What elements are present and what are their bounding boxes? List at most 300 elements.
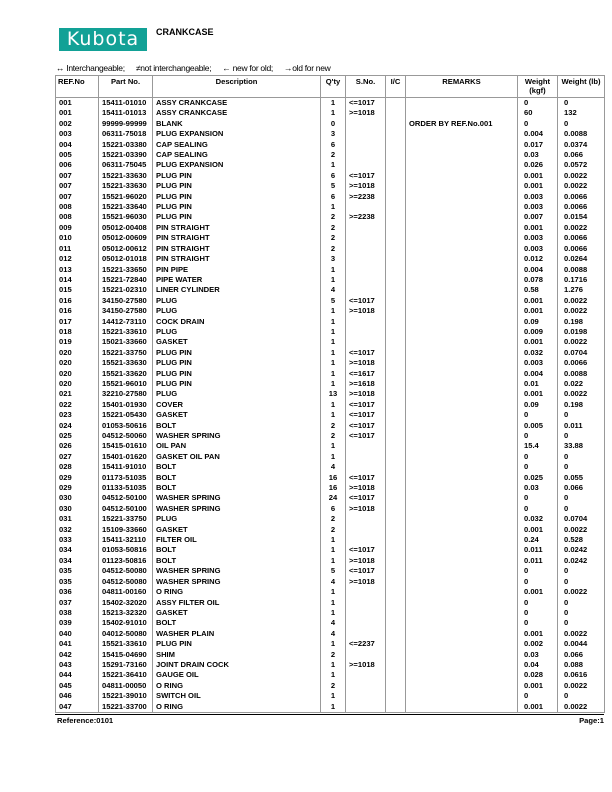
- cell-remarks: [406, 525, 518, 535]
- cell-ref-no: 034: [56, 556, 99, 566]
- cell-remarks: [406, 639, 518, 649]
- cell-weight-kgf: 0.001: [518, 223, 558, 233]
- cell-qty: 4: [321, 462, 346, 472]
- cell-weight-lb: 0.055: [558, 473, 605, 483]
- cell-ic: [386, 358, 406, 368]
- cell-weight-lb: 0.0154: [558, 212, 605, 222]
- cell-ic: [386, 254, 406, 264]
- cell-ic: [386, 452, 406, 462]
- cell-ic: [386, 275, 406, 285]
- cell-part-no: 15221-33650: [99, 265, 153, 275]
- cell-weight-lb: 0: [558, 431, 605, 441]
- table-row: [56, 587, 605, 597]
- cell-description: LINER CYLINDER: [153, 285, 321, 295]
- table-row: [56, 192, 605, 202]
- cell-qty: 2: [321, 421, 346, 431]
- cell-description: PLUG PIN: [153, 212, 321, 222]
- cell-weight-lb: 0: [558, 410, 605, 420]
- cell-qty: 13: [321, 389, 346, 399]
- cell-description: COVER: [153, 400, 321, 410]
- table-row: [56, 98, 605, 109]
- cell-description: BOLT: [153, 462, 321, 472]
- cell-ref-no: 030: [56, 493, 99, 503]
- cell-ic: [386, 691, 406, 701]
- cell-remarks: [406, 514, 518, 524]
- cell-qty: 1: [321, 265, 346, 275]
- cell-weight-lb: 33.88: [558, 441, 605, 451]
- table-row: [56, 556, 605, 566]
- kubota-logo: Kubota: [59, 28, 147, 51]
- cell-ref-no: 029: [56, 483, 99, 493]
- cell-serial-no: [346, 670, 386, 680]
- cell-part-no: 15521-96010: [99, 379, 153, 389]
- table-row: [56, 369, 605, 379]
- cell-serial-no: >=1018: [346, 660, 386, 670]
- cell-weight-lb: 0.0066: [558, 192, 605, 202]
- cell-ref-no: 009: [56, 223, 99, 233]
- table-row: [56, 431, 605, 441]
- cell-weight-lb: 0.0572: [558, 160, 605, 170]
- cell-weight-kgf: 0.004: [518, 369, 558, 379]
- cell-ic: [386, 150, 406, 160]
- cell-serial-no: <=1017: [346, 421, 386, 431]
- cell-qty: 16: [321, 473, 346, 483]
- cell-description: PLUG PIN: [153, 369, 321, 379]
- cell-remarks: [406, 212, 518, 222]
- cell-part-no: 04512-50100: [99, 504, 153, 514]
- cell-description: WASHER SPRING: [153, 504, 321, 514]
- cell-ic: [386, 296, 406, 306]
- cell-qty: 2: [321, 244, 346, 254]
- cell-qty: 1: [321, 202, 346, 212]
- cell-qty: 1: [321, 598, 346, 608]
- cell-qty: 1: [321, 306, 346, 316]
- cell-qty: 2: [321, 431, 346, 441]
- cell-remarks: [406, 327, 518, 337]
- cell-weight-kgf: 0: [518, 566, 558, 576]
- cell-part-no: 15415-01610: [99, 441, 153, 451]
- cell-description: PLUG PIN: [153, 171, 321, 181]
- cell-ic: [386, 681, 406, 691]
- cell-part-no: 15221-03390: [99, 150, 153, 160]
- reference-label: Reference:0101: [57, 715, 114, 725]
- table-row: [56, 233, 605, 243]
- cell-qty: 5: [321, 566, 346, 576]
- table-row: [56, 358, 605, 368]
- cell-qty: 3: [321, 129, 346, 139]
- cell-description: O RING: [153, 681, 321, 691]
- cell-ref-no: 003: [56, 129, 99, 139]
- cell-weight-kgf: 0.032: [518, 514, 558, 524]
- cell-remarks: [406, 702, 518, 713]
- cell-description: PLUG PIN: [153, 639, 321, 649]
- cell-weight-lb: 0: [558, 577, 605, 587]
- cell-ref-no: 024: [56, 421, 99, 431]
- cell-weight-lb: 0.1716: [558, 275, 605, 285]
- cell-part-no: 15521-96020: [99, 192, 153, 202]
- cell-weight-kgf: 0.001: [518, 181, 558, 191]
- cell-qty: 1: [321, 379, 346, 389]
- cell-weight-lb: 0.0022: [558, 181, 605, 191]
- cell-serial-no: <=1017: [346, 545, 386, 555]
- table-row: [56, 244, 605, 254]
- cell-weight-kgf: 0.001: [518, 171, 558, 181]
- cell-ic: [386, 327, 406, 337]
- cell-weight-lb: 0.198: [558, 400, 605, 410]
- cell-weight-lb: 0: [558, 119, 605, 129]
- cell-part-no: 15221-33630: [99, 181, 153, 191]
- cell-qty: 2: [321, 525, 346, 535]
- col-description: Description: [153, 76, 321, 98]
- cell-weight-kgf: 0: [518, 410, 558, 420]
- cell-qty: 5: [321, 181, 346, 191]
- cell-remarks: [406, 275, 518, 285]
- cell-weight-kgf: 60: [518, 108, 558, 118]
- cell-remarks: [406, 202, 518, 212]
- cell-remarks: [406, 473, 518, 483]
- cell-ref-no: 021: [56, 389, 99, 399]
- cell-qty: 0: [321, 119, 346, 129]
- cell-serial-no: [346, 150, 386, 160]
- table-row: [56, 400, 605, 410]
- cell-remarks: [406, 598, 518, 608]
- cell-part-no: 05012-00612: [99, 244, 153, 254]
- cell-weight-kgf: 0.002: [518, 639, 558, 649]
- cell-weight-kgf: 0: [518, 691, 558, 701]
- cell-description: WASHER PLAIN: [153, 629, 321, 639]
- cell-part-no: 15221-33750: [99, 348, 153, 358]
- cell-weight-kgf: 0.025: [518, 473, 558, 483]
- cell-part-no: 01123-50816: [99, 556, 153, 566]
- cell-serial-no: <=1017: [346, 431, 386, 441]
- cell-ref-no: 038: [56, 608, 99, 618]
- cell-part-no: 15109-33660: [99, 525, 153, 535]
- table-row: [56, 348, 605, 358]
- cell-part-no: 05012-00609: [99, 233, 153, 243]
- cell-ic: [386, 98, 406, 109]
- cell-ref-no: 028: [56, 462, 99, 472]
- page-title: CRANKCASE: [156, 27, 214, 37]
- cell-serial-no: >=1618: [346, 379, 386, 389]
- cell-serial-no: [346, 140, 386, 150]
- cell-ref-no: 012: [56, 254, 99, 264]
- cell-qty: 1: [321, 369, 346, 379]
- cell-qty: 1: [321, 639, 346, 649]
- table-row: [56, 660, 605, 670]
- cell-description: GASKET: [153, 410, 321, 420]
- cell-qty: 1: [321, 452, 346, 462]
- cell-description: BOLT: [153, 473, 321, 483]
- table-row: [56, 629, 605, 639]
- legend-interchangeable: ↔ Interchangeable;: [56, 63, 125, 73]
- cell-description: GASKET: [153, 525, 321, 535]
- cell-description: PLUG: [153, 389, 321, 399]
- cell-qty: 4: [321, 618, 346, 628]
- cell-ic: [386, 566, 406, 576]
- cell-qty: 4: [321, 577, 346, 587]
- cell-remarks: [406, 171, 518, 181]
- cell-ref-no: 027: [56, 452, 99, 462]
- cell-part-no: 14412-73110: [99, 317, 153, 327]
- cell-ref-no: 020: [56, 358, 99, 368]
- cell-qty: 1: [321, 348, 346, 358]
- cell-weight-kgf: 0.001: [518, 587, 558, 597]
- cell-part-no: 01053-50616: [99, 421, 153, 431]
- cell-qty: 1: [321, 441, 346, 451]
- cell-remarks: [406, 452, 518, 462]
- cell-qty: 1: [321, 691, 346, 701]
- cell-description: JOINT DRAIN COCK: [153, 660, 321, 670]
- cell-part-no: 15221-02310: [99, 285, 153, 295]
- cell-part-no: 06311-75018: [99, 129, 153, 139]
- table-row: [56, 545, 605, 555]
- table-row: [56, 504, 605, 514]
- cell-qty: 1: [321, 358, 346, 368]
- cell-serial-no: >=1018: [346, 358, 386, 368]
- cell-ref-no: 045: [56, 681, 99, 691]
- cell-weight-kgf: 0.001: [518, 629, 558, 639]
- cell-weight-kgf: 0: [518, 493, 558, 503]
- cell-description: O RING: [153, 587, 321, 597]
- cell-weight-lb: 0: [558, 618, 605, 628]
- cell-remarks: [406, 493, 518, 503]
- cell-part-no: 15221-33750: [99, 514, 153, 524]
- cell-part-no: 04811-00160: [99, 587, 153, 597]
- table-row: [56, 702, 605, 713]
- cell-part-no: 15521-33630: [99, 358, 153, 368]
- cell-description: PIN STRAIGHT: [153, 244, 321, 254]
- cell-description: BOLT: [153, 556, 321, 566]
- cell-description: PLUG PIN: [153, 181, 321, 191]
- cell-qty: 1: [321, 670, 346, 680]
- table-row: [56, 514, 605, 524]
- cell-weight-lb: 0: [558, 608, 605, 618]
- cell-remarks: [406, 223, 518, 233]
- page-number: Page:1: [579, 715, 604, 725]
- cell-ref-no: 016: [56, 306, 99, 316]
- cell-serial-no: [346, 535, 386, 545]
- cell-remarks: [406, 337, 518, 347]
- cell-part-no: 05012-01018: [99, 254, 153, 264]
- cell-ic: [386, 577, 406, 587]
- cell-ic: [386, 265, 406, 275]
- cell-weight-kgf: 0.01: [518, 379, 558, 389]
- table-row: [56, 452, 605, 462]
- cell-ic: [386, 462, 406, 472]
- cell-serial-no: [346, 129, 386, 139]
- cell-weight-kgf: 0.001: [518, 306, 558, 316]
- cell-remarks: [406, 358, 518, 368]
- cell-serial-no: <=1017: [346, 98, 386, 109]
- cell-serial-no: <=1017: [346, 410, 386, 420]
- cell-serial-no: >=2238: [346, 212, 386, 222]
- cell-weight-lb: 0.0242: [558, 556, 605, 566]
- cell-description: O RING: [153, 702, 321, 713]
- cell-remarks: [406, 441, 518, 451]
- col-qty: Q'ty: [321, 76, 346, 98]
- cell-part-no: 15521-33610: [99, 639, 153, 649]
- cell-weight-lb: 0.0066: [558, 202, 605, 212]
- cell-description: PIN PIPE: [153, 265, 321, 275]
- cell-weight-lb: 0.0066: [558, 233, 605, 243]
- cell-qty: 3: [321, 254, 346, 264]
- cell-weight-lb: 0.0044: [558, 639, 605, 649]
- cell-remarks: [406, 389, 518, 399]
- cell-ic: [386, 202, 406, 212]
- cell-ref-no: 017: [56, 317, 99, 327]
- cell-remarks: [406, 160, 518, 170]
- cell-serial-no: >=2238: [346, 192, 386, 202]
- cell-weight-kgf: 0.078: [518, 275, 558, 285]
- col-weight-kgf: Weight (kgf): [518, 76, 558, 98]
- cell-serial-no: [346, 452, 386, 462]
- cell-remarks: [406, 650, 518, 660]
- table-row: [56, 181, 605, 191]
- table-row: [56, 670, 605, 680]
- cell-part-no: 15221-05430: [99, 410, 153, 420]
- cell-qty: 2: [321, 514, 346, 524]
- cell-description: PLUG PIN: [153, 348, 321, 358]
- cell-ref-no: 016: [56, 296, 99, 306]
- table-row: [56, 327, 605, 337]
- cell-ref-no: 036: [56, 587, 99, 597]
- cell-serial-no: [346, 441, 386, 451]
- table-row: [56, 296, 605, 306]
- cell-weight-lb: 0.0022: [558, 389, 605, 399]
- cell-weight-kgf: 0: [518, 119, 558, 129]
- cell-ref-no: 020: [56, 379, 99, 389]
- cell-qty: 2: [321, 650, 346, 660]
- cell-weight-kgf: 0: [518, 462, 558, 472]
- cell-serial-no: [346, 598, 386, 608]
- table-row: [56, 254, 605, 264]
- cell-part-no: 34150-27580: [99, 306, 153, 316]
- cell-weight-kgf: 0.03: [518, 650, 558, 660]
- cell-description: PLUG EXPANSION: [153, 160, 321, 170]
- cell-part-no: 15521-96030: [99, 212, 153, 222]
- cell-qty: 1: [321, 702, 346, 713]
- cell-serial-no: >=1018: [346, 483, 386, 493]
- cell-description: ASSY FILTER OIL: [153, 598, 321, 608]
- table-row: [56, 265, 605, 275]
- cell-serial-no: [346, 285, 386, 295]
- cell-description: ASSY CRANKCASE: [153, 108, 321, 118]
- cell-description: PIPE WATER: [153, 275, 321, 285]
- table-row: [56, 598, 605, 608]
- cell-qty: 1: [321, 587, 346, 597]
- cell-weight-kgf: 0.003: [518, 358, 558, 368]
- table-row: [56, 608, 605, 618]
- cell-weight-kgf: 0.001: [518, 337, 558, 347]
- cell-remarks: [406, 254, 518, 264]
- cell-weight-lb: 0.0616: [558, 670, 605, 680]
- cell-description: PLUG PIN: [153, 202, 321, 212]
- cell-part-no: 04512-50080: [99, 566, 153, 576]
- cell-description: CAP SEALING: [153, 140, 321, 150]
- cell-weight-lb: 0: [558, 452, 605, 462]
- table-row: [56, 150, 605, 160]
- cell-ref-no: 008: [56, 212, 99, 222]
- cell-weight-lb: 0.0198: [558, 327, 605, 337]
- cell-ic: [386, 702, 406, 713]
- table-row: [56, 681, 605, 691]
- cell-description: PIN STRAIGHT: [153, 223, 321, 233]
- cell-ref-no: 031: [56, 514, 99, 524]
- cell-ic: [386, 504, 406, 514]
- cell-description: PIN STRAIGHT: [153, 254, 321, 264]
- cell-remarks: [406, 483, 518, 493]
- table-row: [56, 691, 605, 701]
- cell-ic: [386, 525, 406, 535]
- cell-remarks: [406, 306, 518, 316]
- cell-ref-no: 035: [56, 577, 99, 587]
- cell-remarks: [406, 556, 518, 566]
- cell-ref-no: 013: [56, 265, 99, 275]
- cell-part-no: 15021-33660: [99, 337, 153, 347]
- cell-weight-kgf: 0.09: [518, 400, 558, 410]
- cell-weight-lb: 0.0704: [558, 514, 605, 524]
- cell-qty: 2: [321, 233, 346, 243]
- cell-ic: [386, 379, 406, 389]
- cell-serial-no: <=1017: [346, 473, 386, 483]
- cell-ic: [386, 587, 406, 597]
- table-row: [56, 535, 605, 545]
- cell-weight-lb: 0.0022: [558, 223, 605, 233]
- cell-weight-kgf: 0.012: [518, 254, 558, 264]
- cell-serial-no: [346, 327, 386, 337]
- cell-weight-lb: 0.0088: [558, 129, 605, 139]
- cell-weight-kgf: 0.003: [518, 202, 558, 212]
- cell-description: GASKET: [153, 608, 321, 618]
- cell-remarks: [406, 181, 518, 191]
- cell-serial-no: [346, 337, 386, 347]
- cell-weight-lb: 0: [558, 598, 605, 608]
- cell-serial-no: [346, 265, 386, 275]
- cell-description: BOLT: [153, 483, 321, 493]
- cell-ref-no: 020: [56, 348, 99, 358]
- legend-old-for-new: →old for new: [284, 63, 331, 73]
- col-serial-no: S.No.: [346, 76, 386, 98]
- parts-table: [55, 75, 605, 713]
- cell-remarks: ORDER BY REF.No.001: [406, 119, 518, 129]
- table-row: [56, 493, 605, 503]
- cell-qty: 1: [321, 337, 346, 347]
- page-footer: [55, 714, 604, 726]
- cell-qty: 1: [321, 317, 346, 327]
- cell-serial-no: [346, 462, 386, 472]
- cell-weight-lb: 0.0022: [558, 587, 605, 597]
- cell-serial-no: [346, 119, 386, 129]
- cell-ref-no: 008: [56, 202, 99, 212]
- cell-remarks: [406, 504, 518, 514]
- cell-ic: [386, 181, 406, 191]
- cell-part-no: 15291-73160: [99, 660, 153, 670]
- cell-weight-lb: 0.0022: [558, 681, 605, 691]
- cell-ref-no: 014: [56, 275, 99, 285]
- table-row: [56, 317, 605, 327]
- cell-ref-no: 001: [56, 98, 99, 109]
- cell-part-no: 01173-51035: [99, 473, 153, 483]
- cell-part-no: 15521-33620: [99, 369, 153, 379]
- cell-remarks: [406, 431, 518, 441]
- cell-weight-kgf: 0.003: [518, 244, 558, 254]
- cell-ic: [386, 670, 406, 680]
- cell-weight-kgf: 0.58: [518, 285, 558, 295]
- cell-ref-no: 033: [56, 535, 99, 545]
- table-row: [56, 160, 605, 170]
- cell-qty: 6: [321, 140, 346, 150]
- cell-ic: [386, 639, 406, 649]
